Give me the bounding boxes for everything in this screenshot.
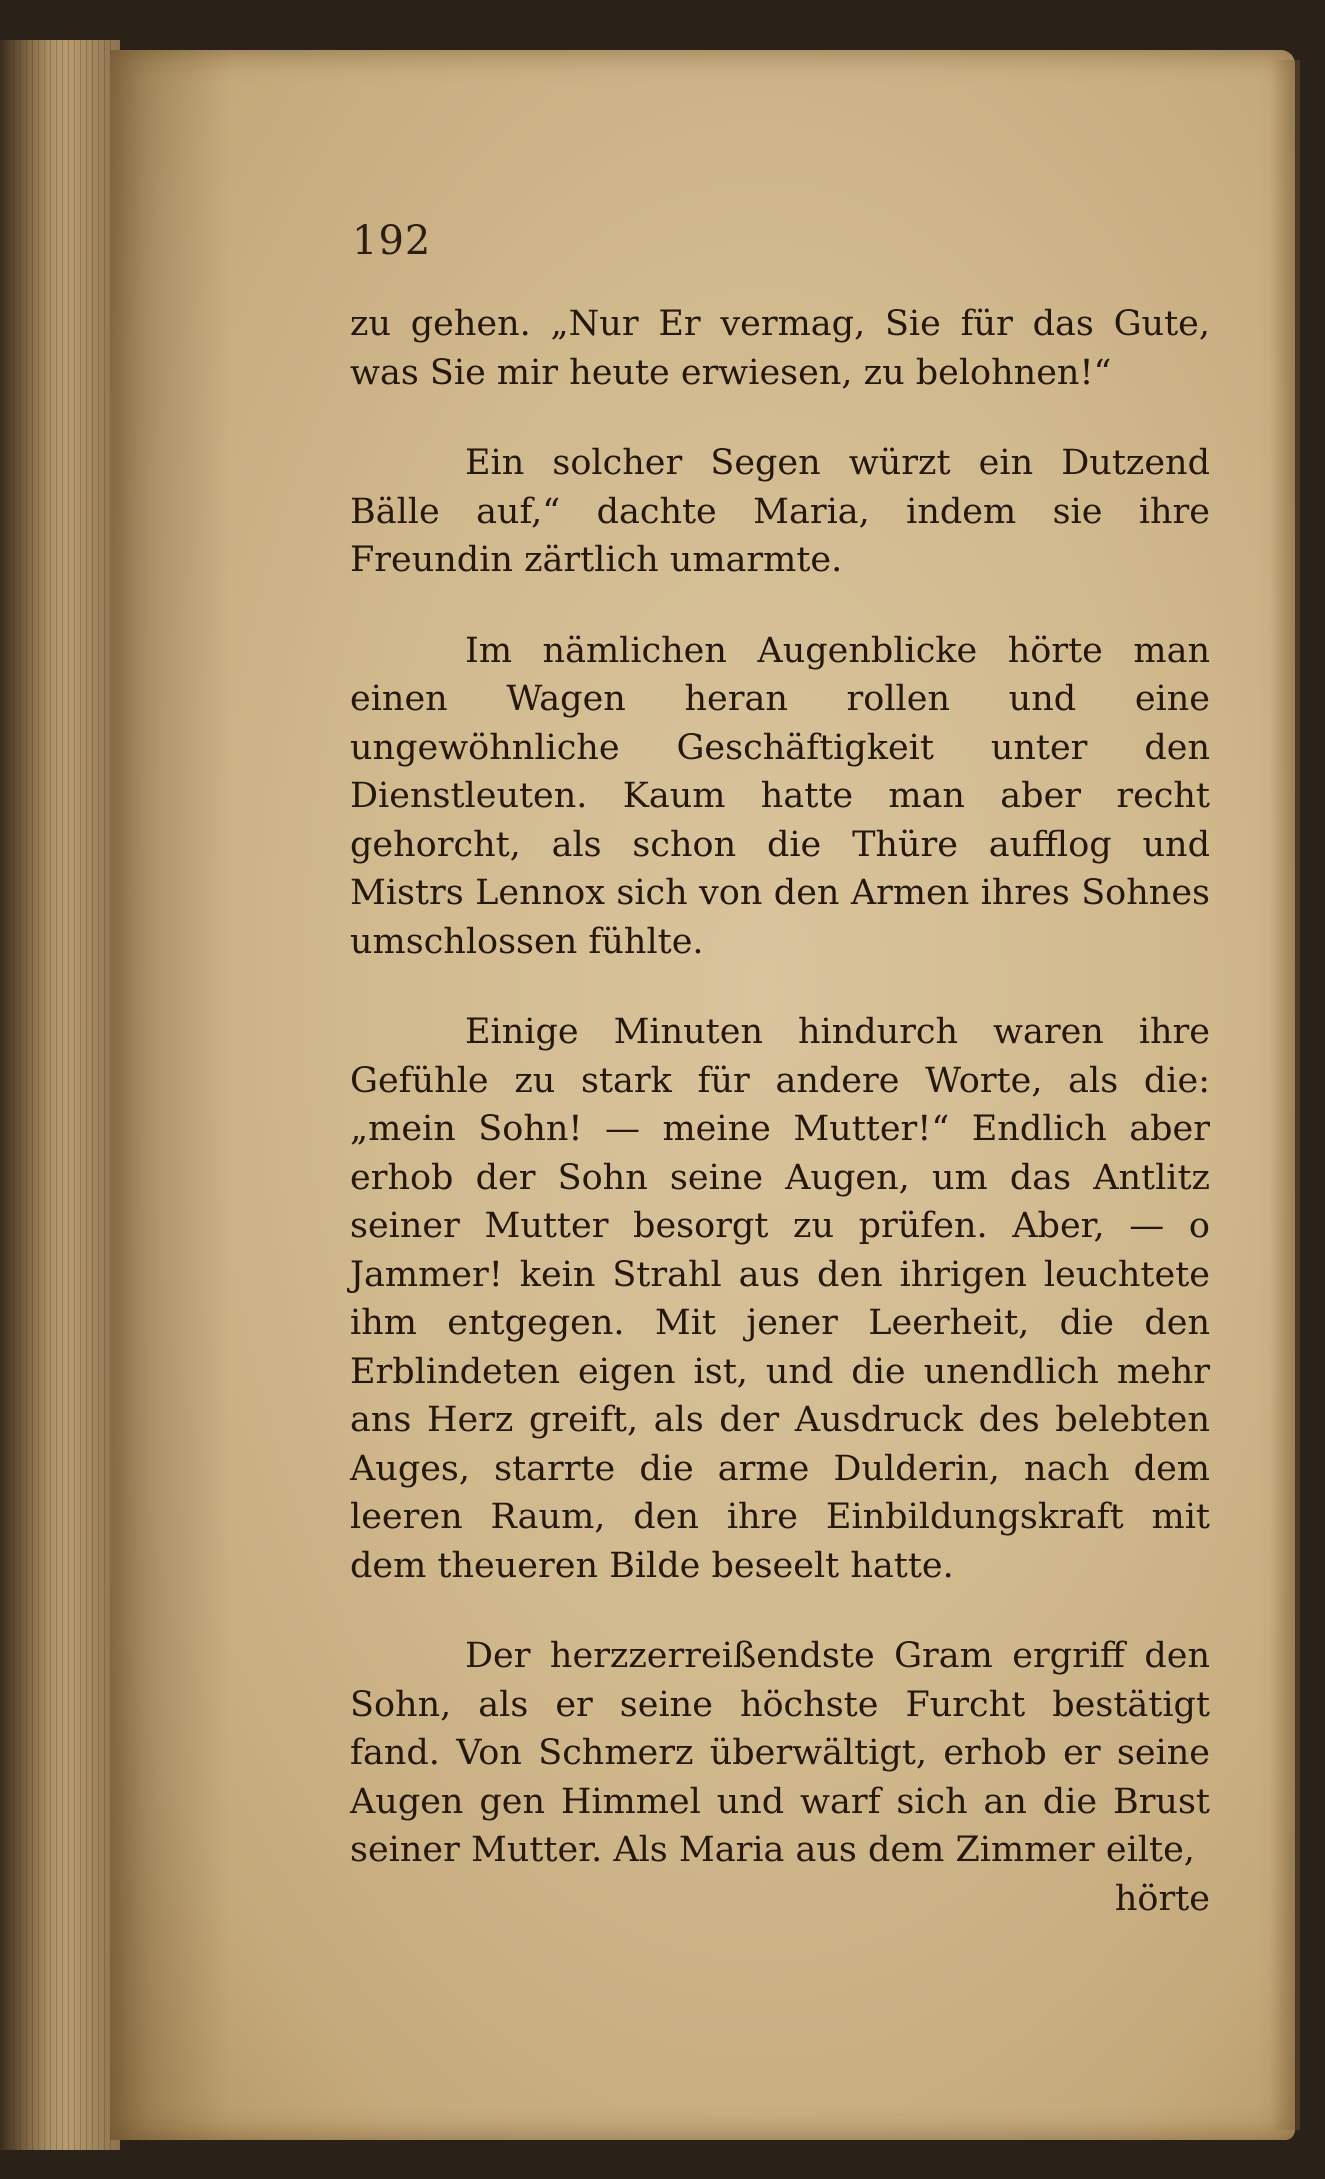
- paragraph-1: zu gehen. „Nur Er vermag, Sie für das Gute, was Sie mir heute erwiesen, zu belohnen!“: [350, 304, 1210, 393]
- paragraph-4: Einige Minuten hindurch waren ihre Gefühle zu stark für andere Worte, als die: „mein Sohn! — meine Mutter!“ Endlich aber erhob der Sohn seine Augen, um das Antlitz seiner Mutter besorgt zu prüfen. Aber, — o Jammer! kein Strahl aus den ihrigen leuchtete ihm entgegen. Mit jener Leerheit, die den Erblindeten eigen ist, und die unendlich mehr ans Herz greift, als der Ausdruck des belebten Auges, starrte die arme Dulderin, nach dem leeren Raum, den ihre Einbildungskraft mit dem theueren Bilde beseelt hatte.: [350, 1012, 1210, 1586]
- paragraph-5: Der herzzerreißendste Gram ergriff den Sohn, als er seine höchste Furcht bestätigt fand. Von Schmerz überwältigt, erhob er seine Augen gen Himmel und warf sich an die Brust seiner Mutter. Als Maria aus dem Zimmer eilte,: [350, 1636, 1210, 1870]
- paragraph-2: Ein solcher Segen würzt ein Dutzend Bälle auf,“ dachte Maria, indem sie ihre Freundin zärtlich umarmte.: [350, 443, 1210, 580]
- page-number: 192: [352, 218, 432, 264]
- paragraph-3: Im nämlichen Augenblicke hörte man einen Wagen heran rollen und eine ungewöhnliche Geschäftigkeit unter den Dienstleuten. Kaum hatte man aber recht gehorcht, als schon die Thüre aufflog und Mistrs Lennox sich von den Armen ihres Sohnes umschlossen fühlte.: [350, 630, 1210, 962]
- body-text: [350, 300, 1210, 1923]
- catchword: hörte: [1114, 1878, 1210, 1919]
- page-right-edge: [1270, 60, 1300, 2130]
- book-page-edge-lines: [14, 40, 114, 2150]
- page-gutter-shadow: [110, 50, 230, 2140]
